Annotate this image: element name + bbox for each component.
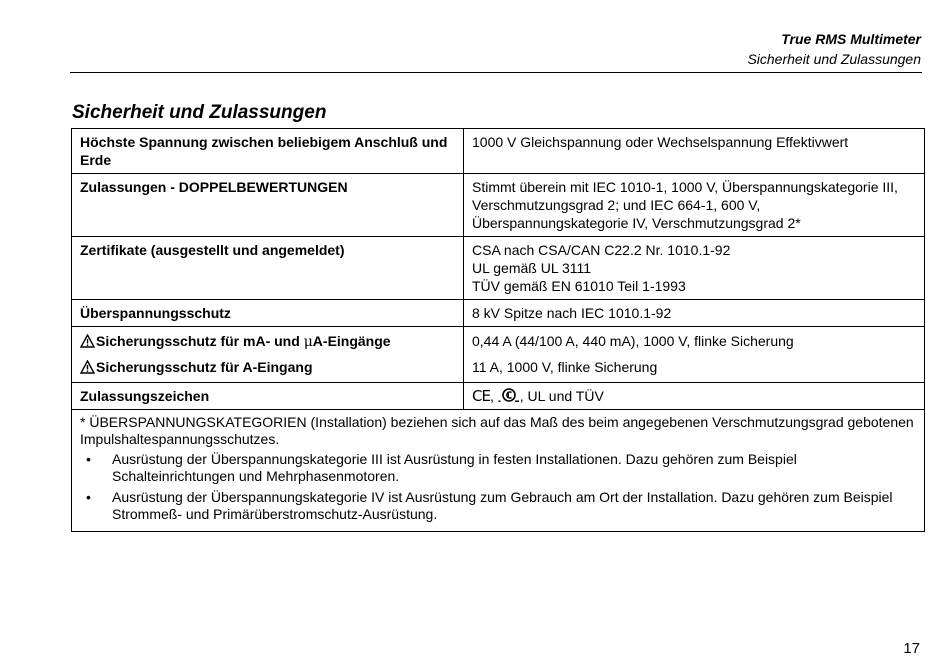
header-divider [70, 72, 922, 73]
csa-certification-icon [498, 388, 520, 404]
warning-triangle-icon [80, 334, 95, 348]
approval-marks [464, 383, 925, 410]
table-row-note [72, 410, 925, 532]
row-label: Zulassungszeichen [72, 383, 464, 410]
bullet-icon: • [86, 489, 91, 505]
separator: , [489, 388, 494, 404]
row-label: Zertifikate (ausgestellt und angemeldet) [72, 237, 464, 300]
warning-triangle-icon [80, 360, 95, 374]
fuse-value-a: 11 A, 1000 V, flinke Sicherung [472, 359, 658, 375]
fuse-values [464, 327, 925, 383]
table-row [72, 383, 925, 410]
header-section-subtitle: Sicherheit und Zulassungen [747, 51, 921, 67]
overvoltage-category-note [72, 410, 925, 532]
fuse-label-a [72, 354, 463, 382]
separator: , [519, 388, 524, 404]
list-item [80, 489, 916, 523]
fuse-label-text: A-Eingänge [312, 333, 391, 349]
table-row [72, 300, 925, 327]
certificate-line: TÜV gemäß EN 61010 Teil 1-1993 [472, 278, 686, 294]
safety-spec-table [71, 128, 925, 532]
row-value: 1000 V Gleichspannung oder Wechselspannung Effektivwert [464, 129, 925, 174]
list-item-text: Ausrüstung der Überspannungskategorie IV ist Ausrüstung zum Gebrauch am Ort der Installation. Dazu gehören zum Beispiel Strommeß- und Primärüberstromschutz-Ausrüstung. [112, 489, 893, 522]
fuse-labels [72, 327, 464, 383]
row-value: Stimmt überein mit IEC 1010-1, 1000 V, Überspannungskategorie III, Verschmutzungsgrad 2; und IEC 664-1, 600 V, Überspannungskategorie IV, Verschmutzungsgrad 2* [464, 174, 925, 237]
table-row [72, 129, 925, 174]
bullet-icon: • [86, 451, 91, 467]
fuse-value-ma-ua: 0,44 A (44/100 A, 440 mA), 1000 V, flinke Sicherung [472, 333, 794, 349]
list-item [80, 451, 916, 485]
ce-mark-icon: CE [472, 387, 490, 405]
row-label: Höchste Spannung zwischen beliebigem Anschluß und Erde [72, 129, 464, 174]
fuse-label-text: Sicherungsschutz für A-Eingang [96, 359, 313, 375]
section-title: Sicherheit und Zulassungen [72, 102, 327, 123]
row-label: Zulassungen - DOPPELBEWERTUNGEN [72, 174, 464, 237]
table-row-fuses [72, 327, 925, 383]
list-item-text: Ausrüstung der Überspannungskategorie III ist Ausrüstung in festen Installationen. Dazu gehören zum Beispiel Schalteinrichtungen und Mehrphasenmotoren. [112, 451, 797, 484]
row-label: Überspannungsschutz [72, 300, 464, 327]
note-intro: * ÜBERSPANNUNGSKATEGORIEN (Installation) beziehen sich auf das Maß des beim angegebenen Verschmutzungsgrad gebotenen Impulshaltespannungsschutzes. [80, 414, 914, 447]
approval-text: UL und TÜV [523, 388, 604, 404]
fuse-label-ma-ua [72, 327, 463, 354]
row-value-list [464, 237, 925, 300]
micro-symbol: μ [303, 334, 313, 350]
page-number: 17 [903, 640, 920, 657]
certificate-line: CSA nach CSA/CAN C22.2 Nr. 1010.1-92 [472, 242, 731, 258]
note-list [80, 451, 916, 523]
table-row [72, 174, 925, 237]
table-row [72, 237, 925, 300]
row-value: 8 kV Spitze nach IEC 1010.1-92 [464, 300, 925, 327]
certificate-line: UL gemäß UL 3111 [472, 260, 592, 276]
header-product-title: True RMS Multimeter [781, 31, 921, 47]
fuse-label-text: Sicherungsschutz für mA- und [96, 333, 304, 349]
